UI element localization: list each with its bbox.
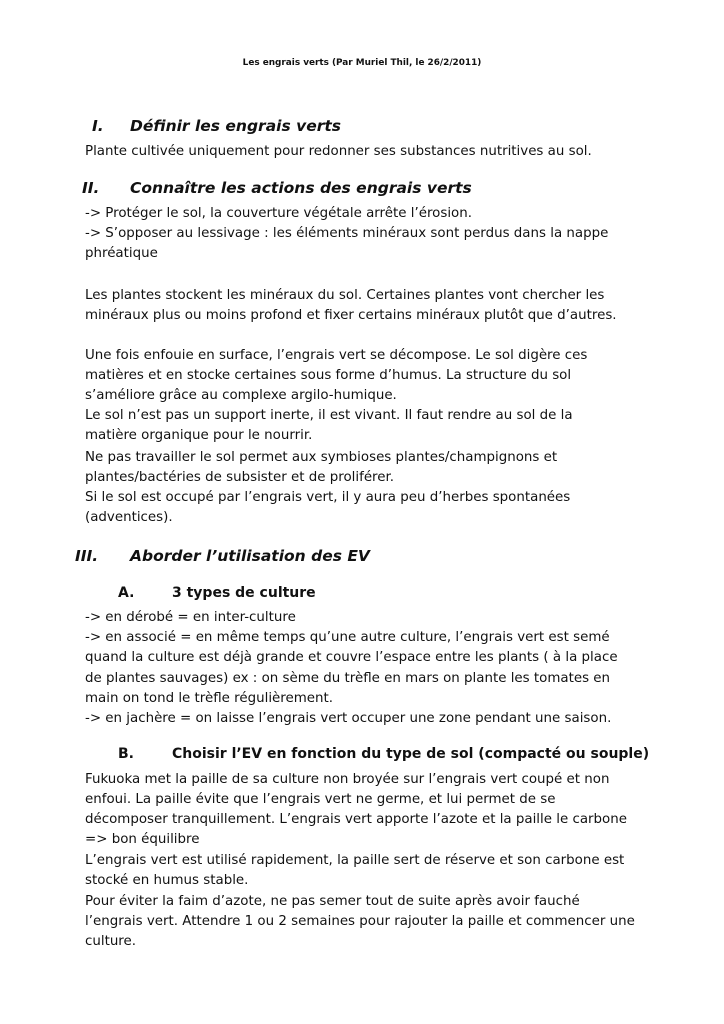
page-title: Les engrais verts (Par Muriel Thil, le 26/2/2011) bbox=[242, 58, 482, 68]
subsection-a-number: A. bbox=[118, 585, 135, 601]
subsection-b-number: B. bbox=[118, 746, 134, 762]
paragraph-line: Une fois enfouie en surface, l’engrais vert se décompose. Le sol digère ces bbox=[85, 348, 588, 363]
section-3-number: III. bbox=[75, 547, 99, 565]
subsection-a-title: 3 types de culture bbox=[172, 585, 316, 601]
paragraph-line: -> S’opposer au lessivage : les éléments minéraux sont perdus dans la nappe bbox=[85, 226, 609, 241]
subsection-b-heading bbox=[118, 745, 650, 763]
paragraph-line: décomposer tranquillement. L’engrais vert apporte l’azote et la paille le carbone bbox=[85, 812, 627, 827]
paragraph-line: l’engrais vert. Attendre 1 ou 2 semaines pour rajouter la paille et commencer une bbox=[85, 914, 635, 929]
paragraph-line: enfoui. La paille évite que l’engrais vert ne germe, et lui permet de se bbox=[85, 792, 556, 807]
paragraph-line: main on tond le trèfle régulièrement. bbox=[85, 691, 334, 706]
paragraph-line: quand la culture est déjà grande et couvre l’espace entre les plants ( à la place bbox=[85, 650, 618, 665]
section-2-title: Connaître les actions des engrais verts bbox=[130, 179, 472, 197]
paragraph-line: s’améliore grâce au complexe argilo-humique. bbox=[85, 388, 397, 403]
paragraph-line: minéraux plus ou moins profond et fixer certains minéraux plutôt que d’autres. bbox=[85, 308, 617, 323]
paragraph-line: Les plantes stockent les minéraux du sol. Certaines plantes vont chercher les bbox=[85, 288, 605, 303]
paragraph-line: -> en dérobé = en inter-culture bbox=[85, 610, 296, 625]
paragraph-line: -> en associé = en même temps qu’une autre culture, l’engrais vert est semé bbox=[85, 630, 610, 645]
paragraph-line: Le sol n’est pas un support inerte, il est vivant. Il faut rendre au sol de la bbox=[85, 408, 573, 423]
paragraph-line: plantes/bactéries de subsister et de proliférer. bbox=[85, 470, 395, 485]
paragraph-line: Fukuoka met la paille de sa culture non broyée sur l’engrais vert coupé et non bbox=[85, 772, 610, 787]
paragraph-line: -> en jachère = on laisse l’engrais vert occuper une zone pendant une saison. bbox=[85, 711, 612, 726]
paragraph-line: culture. bbox=[85, 934, 137, 949]
paragraph-line: -> Protéger le sol, la couverture végétale arrête l’érosion. bbox=[85, 206, 472, 221]
section-1-heading bbox=[92, 116, 492, 136]
section-2-number: II. bbox=[82, 179, 100, 197]
paragraph-line: Pour éviter la faim d’azote, ne pas semer tout de suite après avoir fauché bbox=[85, 894, 580, 909]
paragraph-line: Ne pas travailler le sol permet aux symbioses plantes/champignons et bbox=[85, 450, 558, 465]
paragraph-line: Plante cultivée uniquement pour redonner ses substances nutritives au sol. bbox=[85, 144, 592, 159]
paragraph-line: phréatique bbox=[85, 246, 158, 261]
paragraph-line: Si le sol est occupé par l’engrais vert, il y aura peu d’herbes spontanées bbox=[85, 490, 571, 505]
subsection-a-heading bbox=[118, 584, 418, 602]
paragraph-line: de plantes sauvages) ex : on sème du trèfle en mars on plante les tomates en bbox=[85, 671, 611, 686]
paragraph-line: stocké en humus stable. bbox=[85, 873, 249, 888]
paragraph-line: matières et en stocke certaines sous forme d’humus. La structure du sol bbox=[85, 368, 572, 383]
section-1-title: Définir les engrais verts bbox=[130, 117, 341, 135]
section-3-heading bbox=[75, 546, 475, 566]
section-1-number: I. bbox=[92, 117, 104, 135]
paragraph-line: (adventices). bbox=[85, 510, 173, 525]
paragraph-line: L’engrais vert est utilisé rapidement, la paille sert de réserve et son carbone est bbox=[85, 853, 625, 868]
paragraph-line: => bon équilibre bbox=[85, 832, 200, 847]
paragraph-line: matière organique pour le nourrir. bbox=[85, 428, 313, 443]
section-2-heading bbox=[82, 178, 502, 198]
subsection-b-title: Choisir l’EV en fonction du type de sol (compacté ou souple) bbox=[172, 746, 650, 762]
section-3-title: Aborder l’utilisation des EV bbox=[130, 547, 370, 565]
